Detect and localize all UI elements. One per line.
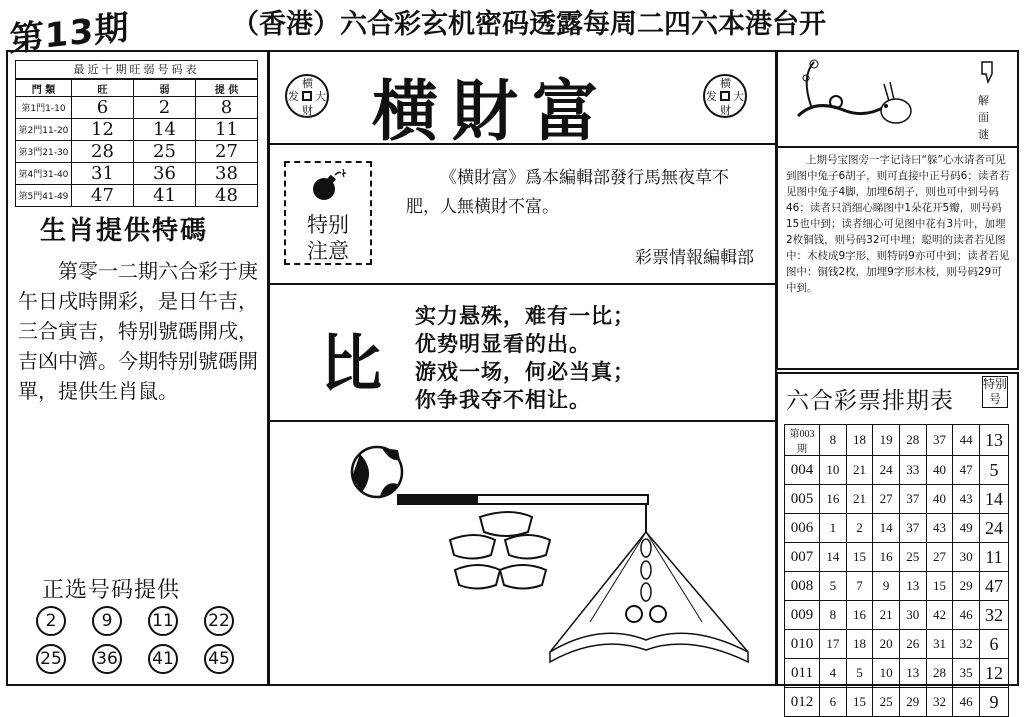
schedule-number: 21 [873, 601, 900, 630]
schedule-special-header: 特别号 [983, 377, 1008, 406]
schedule-number: 46 [953, 688, 980, 717]
brand-title: 横財富 [372, 72, 612, 150]
coin-char: 财 [720, 104, 731, 117]
schedule-number: 42 [926, 601, 953, 630]
verse-line: 优势明显看的出。 [415, 332, 591, 356]
pick-number: 36 [92, 644, 122, 674]
schedule-number: 15 [846, 688, 873, 717]
row-label: 第4門31-40 [16, 163, 72, 185]
schedule-issue: 010 [785, 630, 820, 659]
stats-header-category: 門 類 [16, 80, 72, 97]
schedule-issue: 008 [785, 572, 820, 601]
cold-value: 14 [133, 119, 195, 141]
offer-value: 11 [195, 119, 257, 141]
table-row [785, 543, 1009, 572]
schedule-number: 15 [926, 572, 953, 601]
pointing-hand-icon [978, 60, 998, 84]
schedule-number: 14 [873, 514, 900, 543]
schedule-issue: 006 [785, 514, 820, 543]
hot-value: 31 [71, 163, 133, 185]
stats-table [15, 60, 258, 207]
offer-value: 38 [195, 163, 257, 185]
page-title: （香港）六合彩玄机密码透露每周二四六本港台开 [232, 9, 826, 40]
schedule-number: 33 [899, 456, 926, 485]
cold-value: 36 [133, 163, 195, 185]
schedule-number: 25 [899, 543, 926, 572]
schedule-number: 9 [873, 572, 900, 601]
schedule-number: 5 [846, 659, 873, 688]
schedule-special: 13 [980, 425, 1009, 456]
coin-char: 财 [302, 104, 313, 117]
issue-number: 第13期 [9, 7, 130, 61]
table-row [16, 119, 258, 141]
schedule-number: 28 [926, 659, 953, 688]
table-row [785, 659, 1009, 688]
table-row [785, 514, 1009, 543]
schedule-number: 14 [820, 543, 847, 572]
schedule-number: 13 [899, 659, 926, 688]
offer-value: 48 [195, 185, 257, 207]
schedule-number: 8 [820, 425, 847, 456]
schedule-number: 29 [953, 572, 980, 601]
verse-line: 你争我夺不相让。 [415, 388, 591, 412]
puzzle-illustration [786, 56, 936, 136]
puzzle-divider [776, 146, 1019, 148]
schedule-number: 20 [873, 630, 900, 659]
row-label: 第1門1-10 [16, 97, 72, 119]
schedule-number: 43 [953, 485, 980, 514]
table-row [16, 141, 258, 163]
schedule-number: 47 [953, 456, 980, 485]
schedule-number: 37 [926, 425, 953, 456]
hot-value: 12 [71, 119, 133, 141]
row-label: 第3門21-30 [16, 141, 72, 163]
stats-header-hot: 旺 [71, 80, 133, 97]
picks-title: 正选号码提供 [42, 578, 181, 603]
schedule-number: 35 [953, 659, 980, 688]
table-row [785, 630, 1009, 659]
picks-grid [36, 606, 236, 674]
schedule-number: 26 [899, 630, 926, 659]
schedule-issue: 009 [785, 601, 820, 630]
pick-number: 2 [36, 606, 66, 636]
notice-text: 《横財富》爲本編輯部發行馬無夜草不肥，人無横財不富。 [406, 168, 729, 217]
schedule-title: 六合彩票排期表 [786, 388, 954, 414]
schedule-number: 21 [846, 485, 873, 514]
schedule-issue: 第003期 [785, 425, 820, 456]
row-label: 第2門11-20 [16, 119, 72, 141]
schedule-special: 6 [980, 630, 1009, 659]
coin-char: 横 [720, 77, 731, 90]
puzzle-label: 解面谜 [978, 94, 989, 141]
row-label: 第5門41-49 [16, 185, 72, 207]
coin-char: 发 [706, 90, 717, 103]
table-row [785, 425, 1009, 456]
schedule-number: 29 [899, 688, 926, 717]
table-row [785, 485, 1009, 514]
schedule-number: 49 [953, 514, 980, 543]
schedule-number: 25 [873, 688, 900, 717]
schedule-number: 27 [873, 485, 900, 514]
notice-badge [284, 161, 372, 265]
schedule-special: 24 [980, 514, 1009, 543]
schedule-number: 40 [926, 456, 953, 485]
schedule-number: 27 [926, 543, 953, 572]
schedule-number: 13 [899, 572, 926, 601]
coin-left-icon [285, 74, 329, 118]
schedule-number: 37 [899, 514, 926, 543]
stats-header-offer: 提 供 [195, 80, 257, 97]
schedule-issue: 012 [785, 688, 820, 717]
coin-char: 大 [733, 90, 744, 103]
schedule-special: 47 [980, 572, 1009, 601]
schedule-number: 10 [873, 659, 900, 688]
schedule-number: 32 [926, 688, 953, 717]
schedule-number: 28 [899, 425, 926, 456]
schedule-special: 5 [980, 456, 1009, 485]
stats-header-cold: 弱 [133, 80, 195, 97]
table-row [785, 688, 1009, 717]
verse-line: 游戏一场，何必当真； [415, 360, 635, 384]
schedule-number: 31 [926, 630, 953, 659]
hot-value: 47 [71, 185, 133, 207]
schedule-issue: 007 [785, 543, 820, 572]
notice-badge-line2: 注意 [307, 239, 349, 263]
schedule-number: 19 [873, 425, 900, 456]
offer-value: 27 [195, 141, 257, 163]
pick-number: 25 [36, 644, 66, 674]
schedule-number: 5 [820, 572, 847, 601]
pick-number: 45 [204, 644, 234, 674]
schedule-special: 32 [980, 601, 1009, 630]
schedule-number: 32 [953, 630, 980, 659]
schedule-number: 1 [820, 514, 847, 543]
schedule-number: 18 [846, 425, 873, 456]
verse-line: 实力悬殊，难有一比； [415, 304, 635, 328]
schedule-number: 18 [846, 630, 873, 659]
schedule-number: 30 [953, 543, 980, 572]
schedule-number: 17 [820, 630, 847, 659]
table-row [16, 163, 258, 185]
cold-value: 2 [133, 97, 195, 119]
table-row [785, 572, 1009, 601]
coin-char: 横 [302, 77, 313, 90]
schedule-number: 16 [820, 485, 847, 514]
schedule-number: 30 [899, 601, 926, 630]
schedule-number: 15 [846, 543, 873, 572]
schedule-number: 21 [846, 456, 873, 485]
schedule-number: 8 [820, 601, 847, 630]
pick-number: 22 [204, 606, 234, 636]
schedule-number: 24 [873, 456, 900, 485]
hot-value: 28 [71, 141, 133, 163]
puzzle-hint: 上期号宝图旁一字记诗曰“躲”心水请者可见到图中兔子6胡子，则可直接中正号码6；读者若见图中兔子4脚，加埋6胡子，则也可中到号码46；读者只消细心睇图中1朵花开5瓣，则号码15也中到；读者细心可见图中花有3片叶，加埋2枚铜钱，则号码32可中埋；聪明的读者若见图中：木枝成9字形，则特码9亦可中到；读者若见图中：铜钱2枚，加埋9字形木枝，则号码29可中到。 [786, 154, 1010, 294]
schedule-number: 2 [846, 514, 873, 543]
pick-number: 9 [92, 606, 122, 636]
schedule-number: 7 [846, 572, 873, 601]
stats-table-caption: 最近十期旺弱号码表 [15, 60, 258, 79]
bomb-icon [308, 167, 348, 203]
schedule-number: 16 [846, 601, 873, 630]
notice-signature: 彩票情報編輯部 [635, 248, 754, 268]
coin-char: 大 [315, 90, 326, 103]
table-row [16, 185, 258, 207]
schedule-number: 40 [926, 485, 953, 514]
table-row [785, 601, 1009, 630]
coin-right-icon [703, 74, 747, 118]
schedule-number: 16 [873, 543, 900, 572]
schedule-number: 46 [953, 601, 980, 630]
verse-big-char: 比 [320, 327, 383, 400]
schedule-number: 44 [953, 425, 980, 456]
offer-value: 8 [195, 97, 257, 119]
table-row [785, 456, 1009, 485]
schedule-number: 6 [820, 688, 847, 717]
schedule-number: 10 [820, 456, 847, 485]
schedule-special: 14 [980, 485, 1009, 514]
schedule-issue: 011 [785, 659, 820, 688]
schedule-issue: 004 [785, 456, 820, 485]
zodiac-title: 生肖提供特碼 [40, 216, 209, 246]
schedule-table [784, 424, 1009, 717]
scale-illustration [270, 422, 775, 684]
schedule-issue: 005 [785, 485, 820, 514]
zodiac-text: 第零一二期六合彩于庚午日戌時開彩，是日午吉，三合寅吉，特别號碼開戌，吉凶中濟。今期特别號碼開單，提供生肖鼠。 [18, 259, 258, 403]
cold-value: 25 [133, 141, 195, 163]
schedule-number: 4 [820, 659, 847, 688]
pick-number: 41 [148, 644, 178, 674]
schedule-special: 12 [980, 659, 1009, 688]
table-row [16, 97, 258, 119]
pick-number: 11 [148, 606, 178, 636]
cold-value: 41 [133, 185, 195, 207]
notice-badge-line1: 特别 [307, 213, 349, 237]
schedule-number: 43 [926, 514, 953, 543]
schedule-special: 11 [980, 543, 1009, 572]
schedule-special: 9 [980, 688, 1009, 717]
coin-char: 发 [288, 90, 299, 103]
schedule-number: 37 [899, 485, 926, 514]
hot-value: 6 [71, 97, 133, 119]
